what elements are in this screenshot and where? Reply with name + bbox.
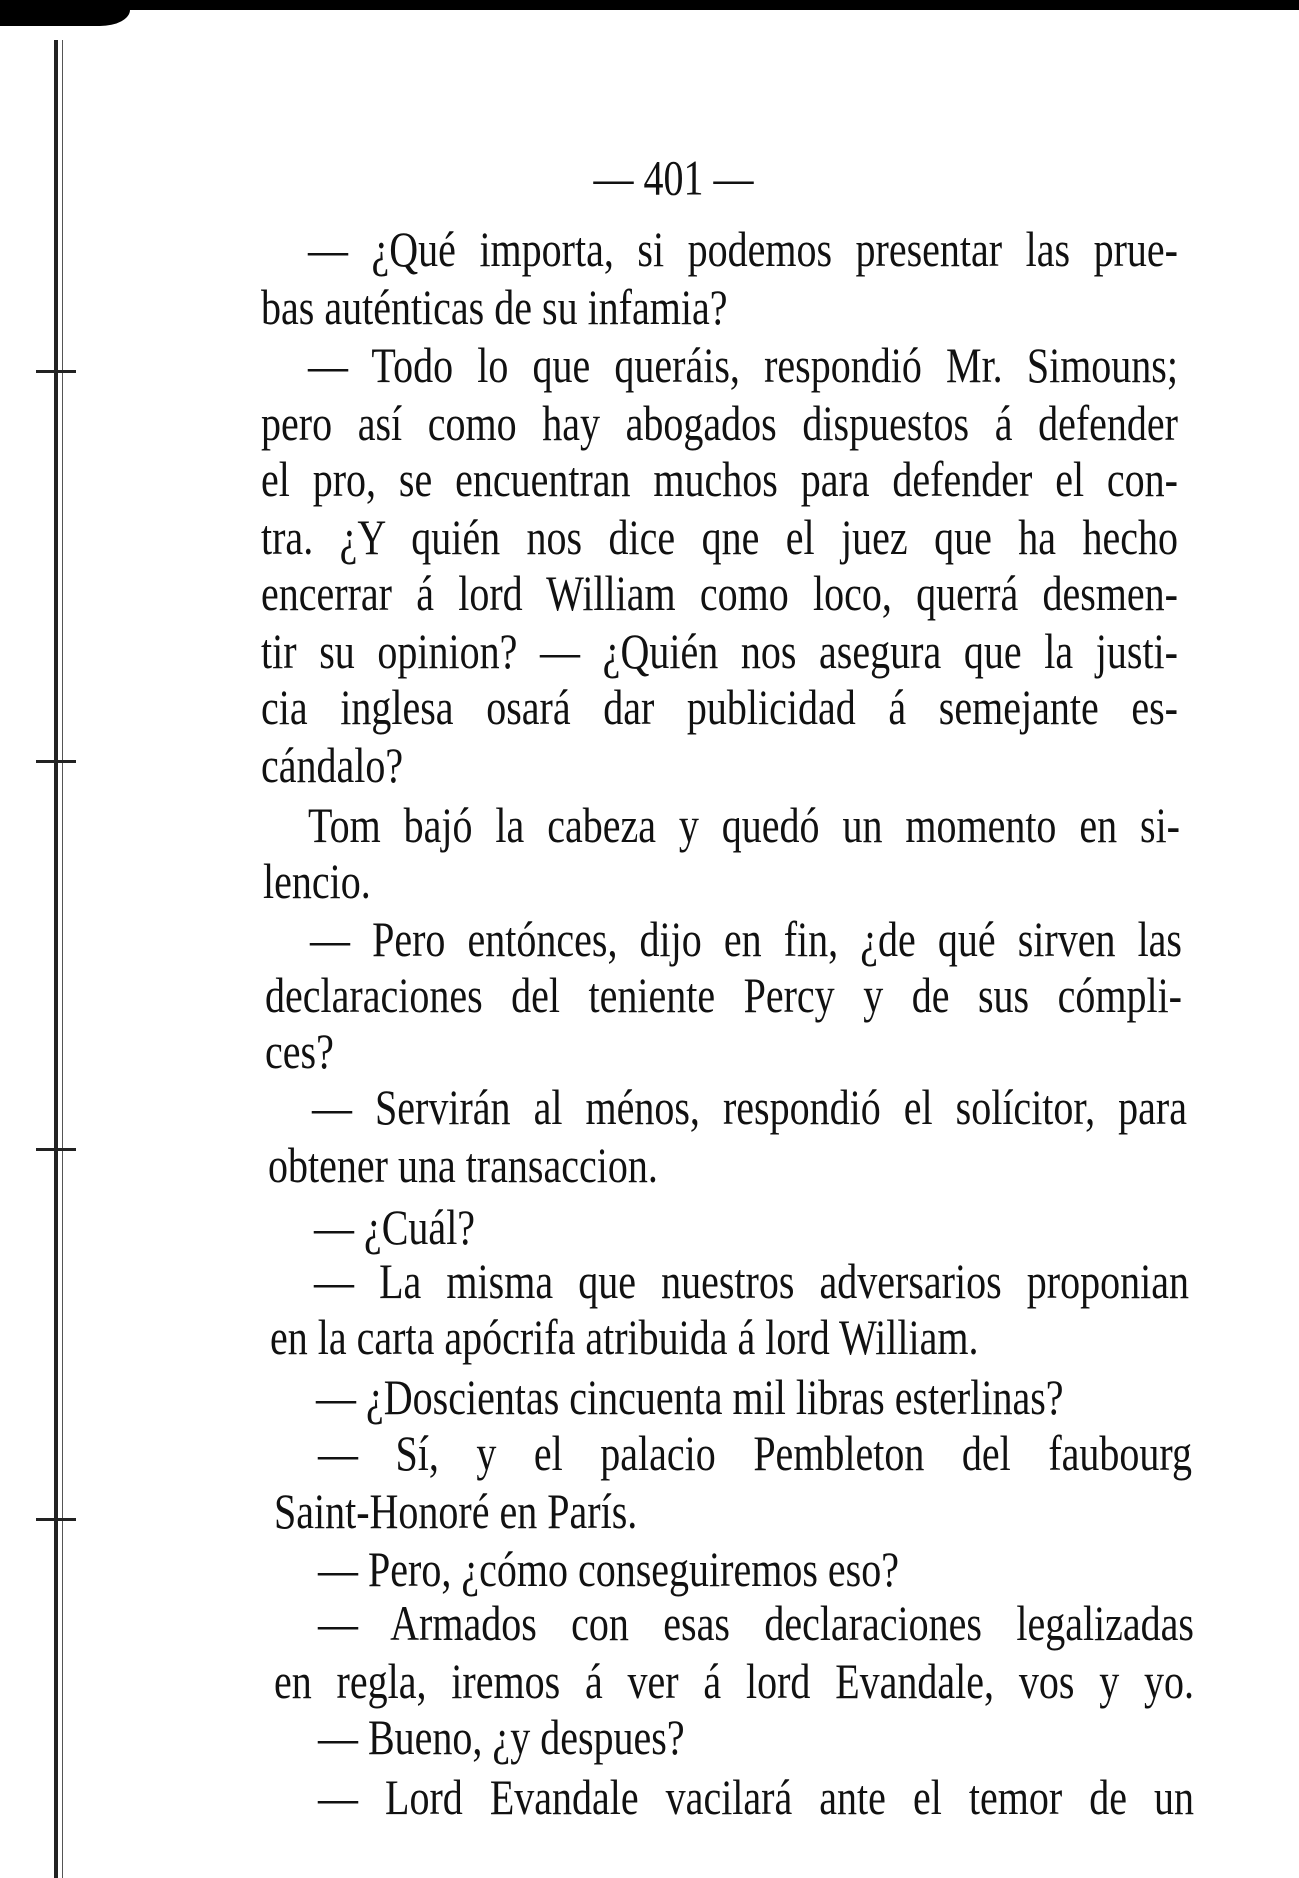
text-line: cia inglesa osará dar publicidad á semejante es- [261,678,1178,735]
page-number-text: — 401 — [593,149,754,206]
text-line: — Pero, ¿cómo conseguiremos eso? [318,1540,899,1597]
text-line: — Todo lo que queráis, respondió Mr. Simouns; [308,336,1178,393]
binding-mark [36,1148,76,1151]
text-line: — Lord Evandale vacilará ante el temor de un [318,1768,1194,1825]
text-line: el pro, se encuentran muchos para defender el con- [261,450,1178,507]
page-binding-shadow [62,40,63,1878]
binding-mark [36,1518,76,1521]
scan-corner-mark [0,0,130,26]
text-line: en la carta apócrifa atribuida á lord William. [270,1308,979,1365]
text-line: — Pero entónces, dijo en fin, ¿de qué sirven las [310,910,1182,967]
text-line: pero así como hay abogados dispuestos á defender [261,394,1178,451]
page-number [0,148,1299,207]
binding-mark [36,370,76,373]
text-line: — ¿Cuál? [314,1198,476,1255]
text-line: — Sí, y el palacio Pembleton del faubourg [318,1424,1192,1481]
text-line: ces? [265,1022,334,1079]
text-line: — Armados con esas declaraciones legalizadas [318,1594,1194,1651]
text-line: bas auténticas de su infamia? [261,278,728,335]
text-line: Tom bajó la cabeza y quedó un momento en si- [308,796,1180,853]
text-line: lencio. [263,852,371,909]
text-line: tra. ¿Y quién nos dice qne el juez que ha hecho [261,508,1178,565]
text-line: cándalo? [261,736,404,793]
text-line: — ¿Qué importa, si podemos presentar las prue- [308,220,1178,277]
text-line: declaraciones del teniente Percy y de sus cómpli- [265,966,1182,1023]
page-binding-edge [54,40,58,1878]
text-line: obtener una transaccion. [268,1136,658,1193]
text-line: tir su opinion? — ¿Quién nos asegura que la justi- [261,622,1178,679]
scan-top-border [0,0,1299,10]
text-line: — Servirán al ménos, respondió el solícitor, para [312,1078,1187,1135]
text-line: encerrar á lord William como loco, querrá desmen- [261,564,1178,621]
text-line: — ¿Doscientas cincuenta mil libras esterlinas? [316,1368,1064,1425]
binding-mark [36,760,76,763]
text-line: en regla, iremos á ver á lord Evandale, vos y yo. [274,1652,1194,1709]
text-line: Saint-Honoré en París. [274,1482,638,1539]
text-line: — La misma que nuestros adversarios proponian [314,1252,1189,1309]
text-line: — Bueno, ¿y despues? [318,1708,685,1765]
